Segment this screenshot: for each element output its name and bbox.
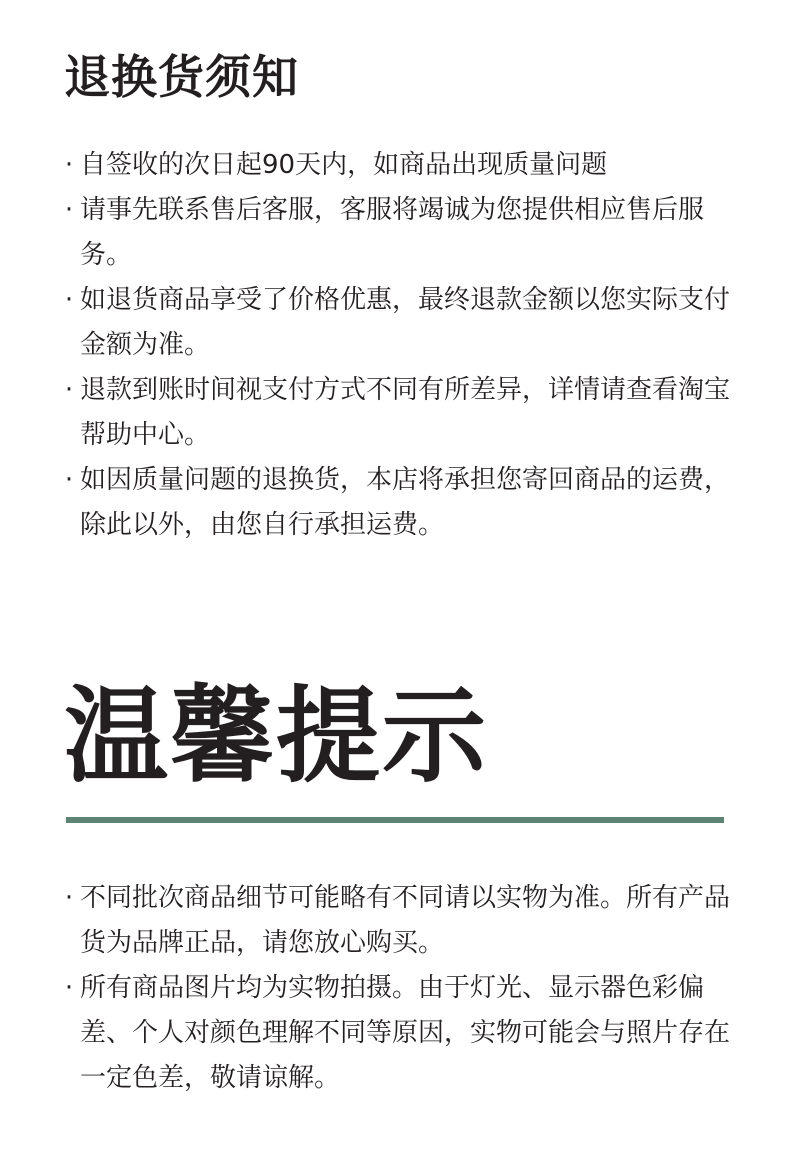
list-item-text: 自签收的次日起90天内，如商品出现质量问题: [80, 150, 608, 180]
bullet-dot: ·: [64, 150, 74, 180]
bullet-dot: ·: [64, 973, 74, 1003]
list-item: [62, 143, 742, 188]
list-item-text: 退款到账时间视支付方式不同有所差异，详情请查看淘宝帮助中心。: [80, 375, 731, 450]
list-item: [62, 278, 742, 368]
list-item-text: 如因质量问题的退换货，本店将承担您寄回商品的运费，除此以外，由您自行承担运费。: [80, 465, 731, 540]
bullet-dot: ·: [64, 465, 74, 495]
list-item-text: 请事先联系售后客服，客服将竭诚为您提供相应售后服务。: [80, 195, 705, 270]
tips-title: 温馨提示: [64, 675, 489, 797]
bullet-dot: ·: [64, 375, 74, 405]
return-policy-title: 退换货须知: [64, 50, 299, 104]
list-item-text: 所有商品图片均为实物拍摄。由于灯光、显示器色彩偏差、个人对颜色理解不同等原因，实物可能会与照片存在一定色差，敬请谅解。: [80, 973, 731, 1093]
tips-list: [62, 876, 742, 1101]
list-item: [62, 876, 742, 966]
bullet-dot: ·: [64, 195, 74, 225]
list-item: [62, 966, 742, 1101]
list-item: [62, 458, 742, 548]
bullet-dot: ·: [64, 883, 74, 913]
bullet-dot: ·: [64, 285, 74, 315]
section-divider: [66, 817, 724, 823]
list-item-text: 如退货商品享受了价格优惠，最终退款金额以您实际支付金额为准。: [80, 285, 731, 360]
list-item-text: 不同批次商品细节可能略有不同请以实物为准。所有产品货为品牌正品，请您放心购买。: [80, 883, 731, 958]
return-policy-list: [62, 143, 742, 548]
list-item: [62, 368, 742, 458]
list-item: [62, 188, 742, 278]
